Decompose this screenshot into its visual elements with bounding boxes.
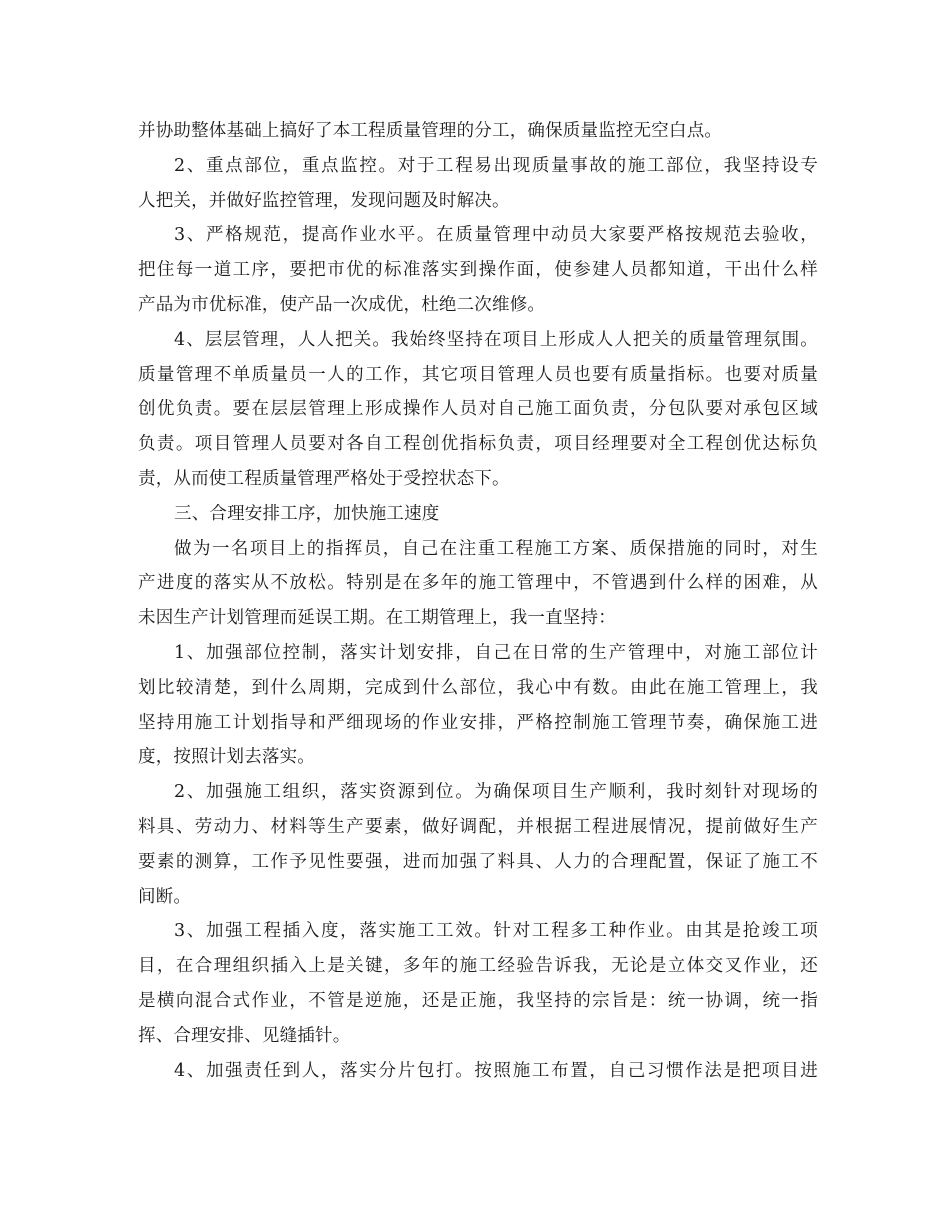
text-line: 3、严格规范，提高作业水平。在质量管理中动员大家要严格按规范去验收，: [174, 225, 818, 246]
text-line: 2、重点部位，重点监控。对于工程易出现质量事故的施工部位，我坚持设专: [174, 155, 818, 176]
text-line: 人把关，并做好监控管理，发现问题及时解决。: [138, 190, 510, 211]
text-line: 4、加强责任到人，落实分片包打。按照施工布置，自己习惯作法是把项目进: [174, 1060, 818, 1081]
text-line: 负责。项目管理人员要对各自工程创优指标负责，项目经理要对全工程创优达标负: [138, 434, 818, 455]
text-line: 产进度的落实从不放松。特别是在多年的施工管理中，不管遇到什么样的困难，从: [138, 573, 818, 594]
text-line: 是横向混合式作业，不管是逆施，还是正施，我坚持的宗旨是：统一协调，统一指: [138, 990, 818, 1011]
text-line: 并协助整体基础上搞好了本工程质量管理的分工，确保质量监控无空白点。: [138, 121, 723, 141]
text-line: 目，在合理组织插入上是关键，多年的施工经验告诉我，无论是立体交叉作业，还: [138, 956, 818, 977]
text-line: 创优负责。要在层层管理上形成操作人员对自己施工面负责，分包队要对承包区域: [138, 399, 818, 420]
text-line: 料具、劳动力、材料等生产要素，做好调配，并根据工程进展情况，提前做好生产: [138, 816, 818, 837]
text-line: 4、层层管理，人人把关。我始终坚持在项目上形成人人把关的质量管理氛围。: [174, 329, 818, 350]
section-heading: 三、合理安排工序，加快施工速度: [174, 503, 440, 524]
text-line: 3、加强工程插入度，落实施工工效。针对工程多工种作业。由其是抢竣工项: [174, 921, 818, 942]
text-line: 把住每一道工序，要把市优的标准落实到操作面，使参建人员都知道，干出什么样: [138, 260, 818, 281]
text-line: 1、加强部位控制，落实计划安排，自己在日常的生产管理中，对施工部位计: [174, 642, 818, 663]
text-line: 做为一名项目上的指挥员，自己在注重工程施工方案、质保措施的同时，对生: [174, 538, 818, 559]
text-line: 未因生产计划管理而延误工期。在工期管理上，我一直坚持：: [138, 608, 616, 629]
text-line: 责，从而使工程质量管理严格处于受控状态下。: [138, 468, 510, 489]
text-line: 划比较清楚，到什么周期，完成到什么部位，我心中有数。由此在施工管理上，我: [138, 677, 818, 698]
text-line: 2、加强施工组织，落实资源到位。为确保项目生产顺利，我时刻针对现场的: [174, 782, 818, 803]
text-line: 质量管理不单质量员一人的工作，其它项目管理人员也要有质量指标。也要对质量: [138, 364, 818, 385]
text-line: 要素的测算，工作予见性要强，进而加强了料具、人力的合理配置，保证了施工不: [138, 851, 818, 872]
text-line: 挥、合理安排、见缝插针。: [138, 1025, 351, 1046]
text-line: 坚持用施工计划指导和严细现场的作业安排，严格控制施工管理节奏，确保施工进: [138, 712, 818, 733]
text-line: 间断。: [138, 886, 192, 907]
text-line: 产品为市优标准，使产品一次成优，杜绝二次维修。: [138, 294, 546, 315]
document-body: [138, 114, 818, 1088]
text-line: 度，按照计划去落实。: [138, 747, 315, 768]
